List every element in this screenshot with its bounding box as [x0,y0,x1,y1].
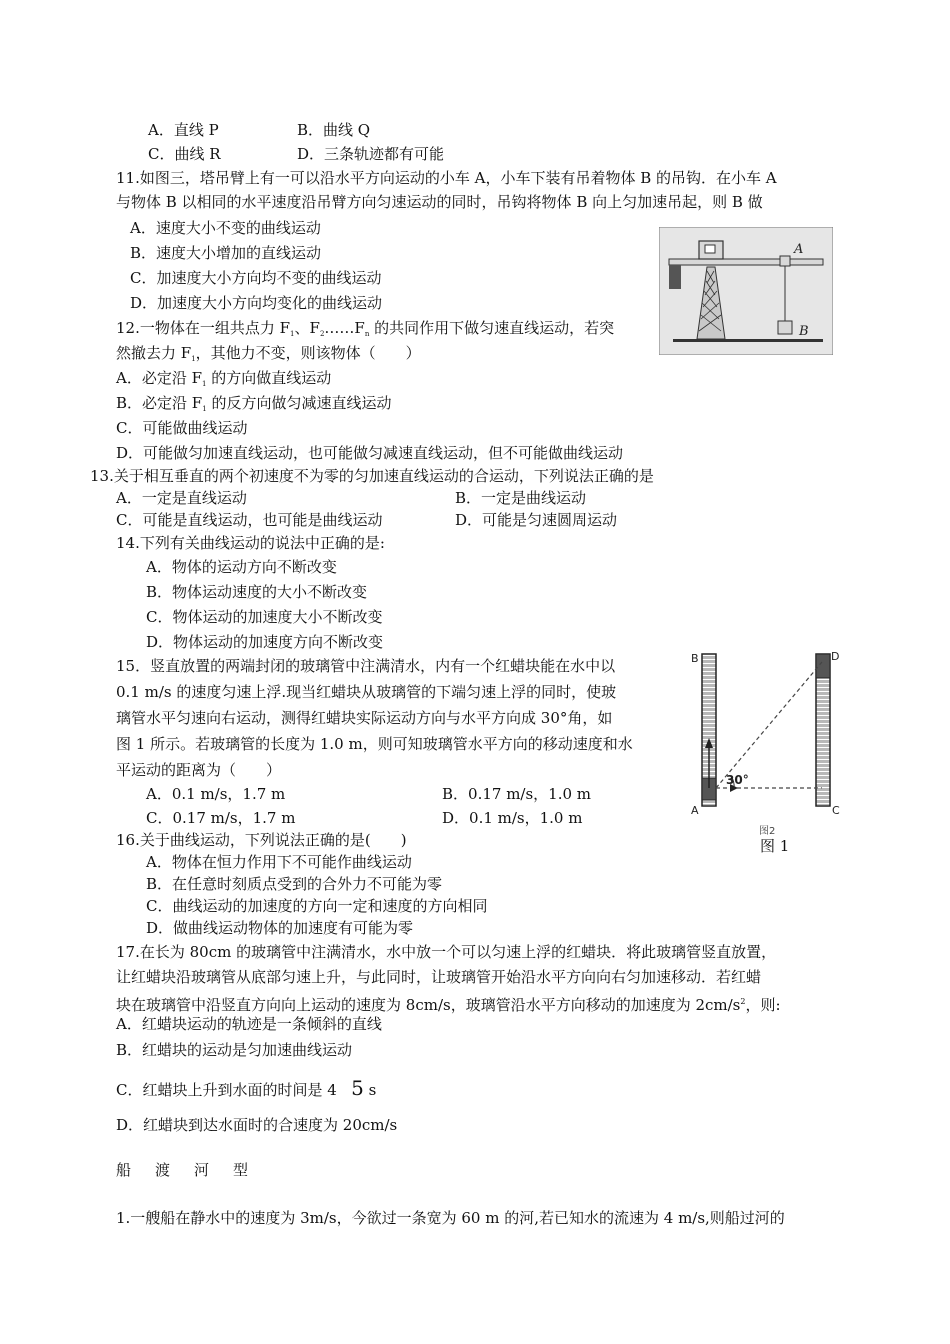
q14-stem: 14.下列有关曲线运动的说法中正确的是: [116,534,385,552]
boat-question-1: 1.一艘船在静水中的速度为 3m/s，今欲过一条宽为 60 m 的河,若已知水的流速为 4 m/s,则船过河的 [116,1209,785,1227]
q17-stem-line-3: 块在玻璃管中沿竖直方向向上运动的速度为 8cm/s，玻璃管沿水平方向移动的加速度为 $2cm/s^2$，则: [116,996,781,1014]
section-heading: 船 渡 河 型 [116,1161,249,1179]
q10-option-c: C．曲线 R [148,145,221,163]
q15-line-4: 图 1 所示。若玻璃管的长度为 1.0 m，则可知玻璃管水平方向的移动速度和水 [116,735,633,753]
q16-option-c: C．曲线运动的加速度的方向一定和速度的方向相同 [146,897,488,915]
q13-option-b: B．一定是曲线运动 [455,489,587,507]
tube-label-a: A [691,804,699,817]
q11-stem-line-2: 与物体 B 以相同的水平速度沿吊臂方向匀速运动的同时，吊钩将物体 B 向上匀加速吊起，则 B 做 [116,193,763,211]
q15-line-5: 平运动的距离为（ ） [116,761,282,779]
q16-option-a: A．物体在恒力作用下不可能作曲线运动 [146,853,412,871]
q13-option-c: C．可能是直线运动，也可能是曲线运动 [116,511,383,529]
q13-option-a: A．一定是直线运动 [116,489,247,507]
q15-line-2: 0.1 m/s 的速度匀速上浮.现当红蜡块从玻璃管的下端匀速上浮的同时，使玻 [116,683,617,701]
q15-line-3: 璃管水平匀速向右运动，测得红蜡块实际运动方向与水平方向成 30°角，如 [116,709,613,727]
q14-option-b: B．物体运动速度的大小不断改变 [146,583,368,601]
tube-label-d: D [831,650,840,663]
q12-option-c: C．可能做曲线运动 [116,419,248,437]
q12-stem-line-2: 然撤去力 $F_1$，其他力不变，则该物体（ ） [116,344,421,363]
q14-option-a: A．物体的运动方向不断改变 [146,558,337,576]
q17-stem-line-1: 17.在长为 80cm 的玻璃管中注满清水，水中放一个可以匀速上浮的红蜡块．将此玻璃管竖直放置， [116,943,777,961]
q12-option-d: D．可能做匀加速直线运动，也可能做匀减速直线运动，但不可能做曲线运动 [116,444,624,462]
q12-option-b: B．必定沿 $F_1$ 的反方向做匀减速直线运动 [116,394,392,413]
q17-option-a: A．红蜡块运动的轨迹是一条倾斜的直线 [116,1015,382,1033]
sqrt-five-number: 5 [351,1076,364,1100]
q15-option-d: D．0.1 m/s，1.0 m [442,809,583,827]
crane-label-a: A [794,242,804,257]
q10-option-d: D．三条轨迹都有可能 [297,145,445,163]
q17-option-b: B．红蜡块的运动是匀加速曲线运动 [116,1041,353,1059]
q10-option-b: B．曲线 Q [297,121,371,139]
q11-option-a: A．速度大小不变的曲线运动 [130,219,321,237]
tube-label-b: B [691,652,699,665]
q11-stem-line-1: 11.如图三，塔吊臂上有一可以沿水平方向运动的小车 A，小车下装有吊着物体 B 的吊钩．在小车 A [116,169,777,187]
crane-label-b: B [799,324,809,339]
q16-option-b: B．在任意时刻质点受到的合外力不可能为零 [146,875,443,893]
q10-option-a: A．直线 P [148,121,219,139]
q12-option-a: A．必定沿 $F_1$ 的方向做直线运动 [116,369,332,388]
tube-angle-label: 30° [726,773,749,787]
q15-option-c: C．0.17 m/s，1.7 m [146,809,296,827]
q16-option-d: D．做曲线运动物体的加速度有可能为零 [146,919,414,937]
q15-option-a: A．0.1 m/s，1.7 m [146,785,286,803]
q17-stem-line-2: 让红蜡块沿玻璃管从底部匀速上升，与此同时，让玻璃管开始沿水平方向向右匀加速移动．若红蜡 [116,968,762,986]
q13-stem: 13.关于相互垂直的两个初速度不为零的匀加速直线运动的合运动，下列说法正确的是 [90,467,654,485]
q14-option-d: D．物体运动的加速度方向不断改变 [146,633,384,651]
q15-line-1: 15．竖直放置的两端封闭的玻璃管中注满清水，内有一个红蜡块能在水中以 [116,657,616,675]
crane-figure [659,227,833,355]
q16-stem: 16.关于曲线运动，下列说法正确的是( ) [116,831,407,849]
q12-stem-line-1: 12.一物体在一组共点力 $F_1$、$F_2\dots\dots F_n$ 的共同作用下做匀速直线运动，若突 [116,319,615,338]
q11-option-c: C．加速度大小方向均不变的曲线运动 [130,269,382,287]
tube-label-c: C [832,804,840,817]
q14-option-c: C．物体运动的加速度大小不断改变 [146,608,383,626]
q17-option-d: D．红蜡块到达水面时的合速度为 20cm/s [116,1116,398,1134]
glass-tube-figure [686,648,846,858]
figure-caption-small: 图2 [759,826,776,837]
q15-option-b: B．0.17 m/s，1.0 m [442,785,592,803]
q11-option-b: B．速度大小增加的直线运动 [130,244,322,262]
figure-1-caption: 图 1 [760,837,790,855]
q17-option-c: C．红蜡块上升到水面的时间是 4 5 s [116,1076,377,1100]
q11-option-d: D．加速度大小方向均变化的曲线运动 [130,294,383,312]
q13-option-d: D．可能是匀速圆周运动 [455,511,618,529]
